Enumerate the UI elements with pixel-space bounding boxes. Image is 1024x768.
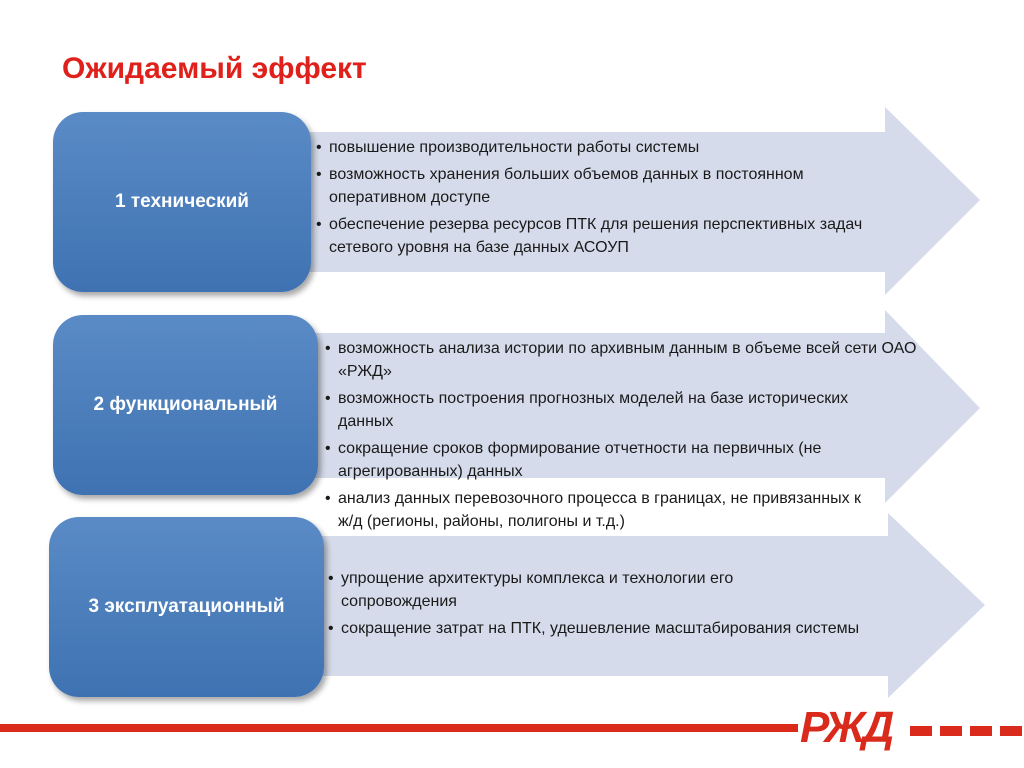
footer-dash (940, 726, 962, 736)
footer-stripe (0, 724, 798, 732)
list-item: • возможность построения прогнозных моделей на базе исторических данных (325, 387, 858, 433)
effect-label-3: 3 эксплуатационный (88, 596, 285, 617)
effect-box-3 (49, 517, 324, 697)
list-item: • упрощение архитектуры комплекса и технологии его сопровождения (328, 567, 841, 613)
list-item: • сокращение затрат на ПТК, удешевление масштабирования системы (328, 617, 911, 640)
footer-dash (970, 726, 992, 736)
list-item: • возможность анализа истории по архивным данным в объеме всей сети ОАО «РЖД» (325, 337, 923, 383)
effect-list-2 (325, 337, 915, 537)
footer-dash (910, 726, 932, 736)
effect-list-1 (316, 136, 886, 263)
effect-label-1: 1 технический (115, 191, 249, 212)
effect-label-2: 2 функциональный (93, 394, 278, 415)
list-item: • повышение производительности работы системы (316, 136, 886, 159)
list-item: • анализ данных перевозочного процесса в границах, не привязанных к ж/д (регионы, районы, полигоны и т.д.) (325, 487, 868, 533)
list-item: • сокращение сроков формирование отчетности на первичных (не агрегированных) данных (325, 437, 918, 483)
list-item: • обеспечение резерва ресурсов ПТК для решения перспективных задач сетевого уровня на базе данных АСОУП (316, 213, 889, 259)
effect-box-2 (53, 315, 318, 495)
footer-dash (1000, 726, 1022, 736)
effect-box-1 (53, 112, 311, 292)
rzd-logo: РЖД (800, 703, 892, 752)
page-title: Ожидаемый эффект (62, 52, 367, 85)
list-item: • возможность хранения больших объемов данных в постоянном оперативном доступе (316, 163, 829, 209)
effect-list-3 (328, 567, 898, 644)
